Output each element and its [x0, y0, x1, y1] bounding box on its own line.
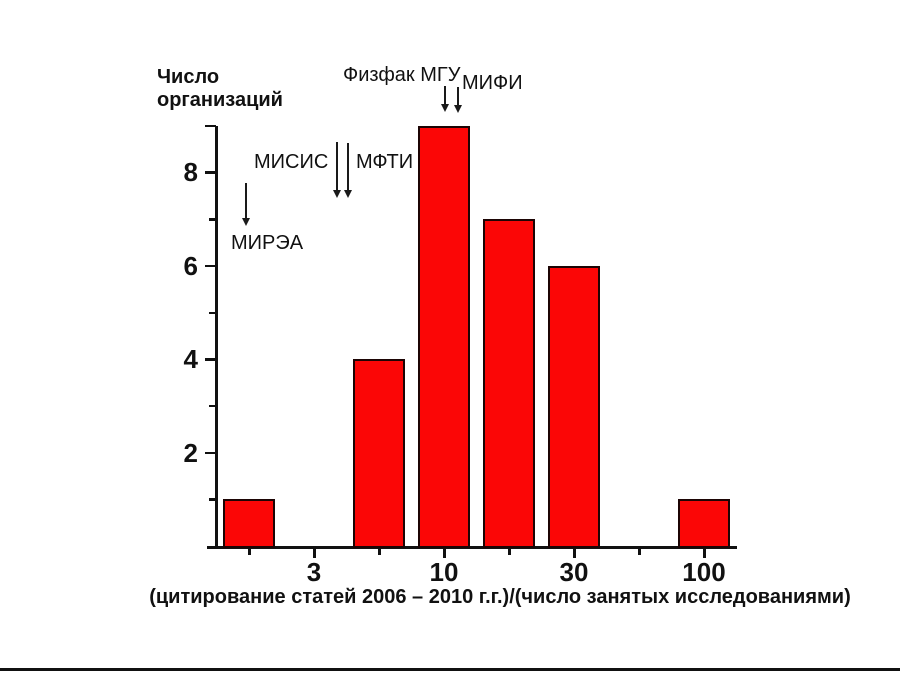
y-axis-major-tick [205, 452, 216, 455]
annotation-arrow-mfti-icon [347, 143, 349, 190]
annotation-mfti-label: МФТИ [356, 151, 414, 173]
y-tick-label: 4 [183, 344, 198, 375]
bar [353, 359, 405, 548]
y-axis-title-line2: организаций [157, 89, 283, 111]
x-axis-minor-tick [508, 549, 511, 555]
annotation-arrow-mirea-icon [245, 183, 247, 218]
y-axis-major-tick [205, 171, 216, 174]
x-axis-label: (цитирование статей 2006 – 2010 г.г.)/(число занятых исследованиями) [149, 586, 851, 608]
bar [483, 219, 535, 548]
y-axis-line [215, 126, 218, 549]
bar [548, 266, 600, 548]
x-axis-minor-tick [248, 549, 251, 555]
x-tick-label: 30 [559, 557, 589, 587]
x-tick-label: 3 [306, 557, 322, 587]
y-tick-label: 6 [183, 250, 198, 281]
x-axis-minor-tick [378, 549, 381, 555]
x-tick-label: 100 [682, 557, 726, 587]
bar [418, 126, 470, 548]
annotation-mifi-label: МИФИ [462, 72, 523, 94]
y-axis-minor-tick [209, 498, 216, 501]
annotation-arrow-fizfak-mgu-icon [444, 86, 446, 104]
y-axis-minor-tick [209, 218, 216, 221]
y-axis-minor-tick [209, 312, 216, 315]
x-tick-label: 10 [429, 557, 459, 587]
annotation-arrow-misis-icon [336, 142, 338, 190]
annotation-misis-label: МИСИС [254, 151, 329, 173]
annotation-arrow-mifi-icon [457, 87, 459, 105]
y-axis-minor-tick [205, 125, 216, 128]
y-axis-major-tick [205, 358, 216, 361]
annotation-mirea-label: МИРЭА [231, 232, 304, 254]
y-axis-major-tick [205, 265, 216, 268]
y-axis-title-line1: Число [157, 66, 220, 88]
x-axis-line [207, 546, 737, 549]
bar [223, 499, 275, 548]
y-tick-label: 8 [183, 157, 198, 188]
bottom-divider-line [0, 668, 900, 671]
y-axis-minor-tick [209, 405, 216, 408]
annotation-fizfak-mgu-label: Физфак МГУ [343, 64, 461, 86]
y-tick-label: 2 [183, 437, 198, 468]
bar [678, 499, 730, 548]
x-axis-minor-tick [638, 549, 641, 555]
